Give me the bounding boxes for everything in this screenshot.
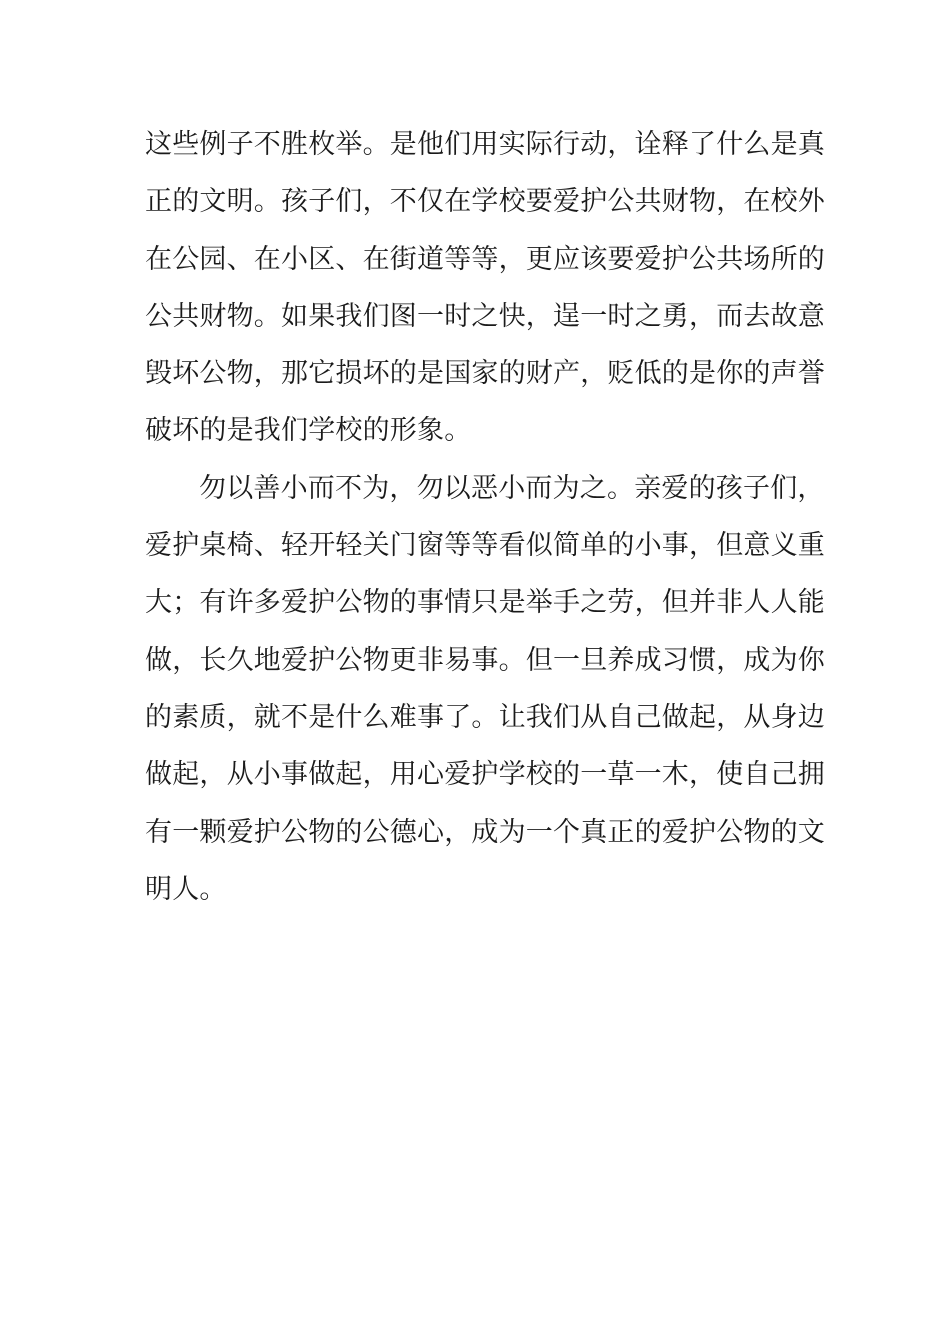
paragraph-line: 做，长久地爱护公物更非易事。但一旦养成习惯，成为你 — [145, 644, 825, 676]
document-body — [145, 116, 825, 918]
paragraph-line: 爱护桌椅、轻开轻关门窗等等看似简单的小事，但意义重 — [145, 530, 825, 562]
paragraph-line: 明人。 — [145, 873, 227, 905]
paragraph-line: 有一颗爱护公物的公德心，成为一个真正的爱护公物的文 — [145, 816, 825, 848]
paragraph-line: 的素质，就不是什么难事了。让我们从自己做起，从身边 — [145, 701, 825, 733]
paragraph-line: 大；有许多爱护公物的事情只是举手之劳，但并非人人能 — [145, 587, 825, 619]
paragraph-2 — [145, 460, 825, 918]
paragraph-line: 公共财物。如果我们图一时之快，逞一时之勇，而去故意 — [145, 300, 825, 332]
paragraph-line: 毁坏公物，那它损坏的是国家的财产，贬低的是你的声誉 — [145, 358, 825, 390]
paragraph-line: 正的文明。孩子们，不仅在学校要爱护公共财物，在校外 — [145, 186, 825, 218]
paragraph-1 — [145, 116, 825, 460]
paragraph-line: 做起，从小事做起，用心爱护学校的一草一木，使自己拥 — [145, 759, 825, 791]
paragraph-line: 破坏的是我们学校的形象。 — [145, 415, 472, 447]
paragraph-line: 这些例子不胜枚举。是他们用实际行动，诠释了什么是真 — [145, 129, 825, 160]
paragraph-line: 勿以善小而不为，勿以恶小而为之。亲爱的孩子们， — [199, 472, 825, 504]
paragraph-line: 在公园、在小区、在街道等等，更应该要爱护公共场所的 — [145, 243, 825, 275]
